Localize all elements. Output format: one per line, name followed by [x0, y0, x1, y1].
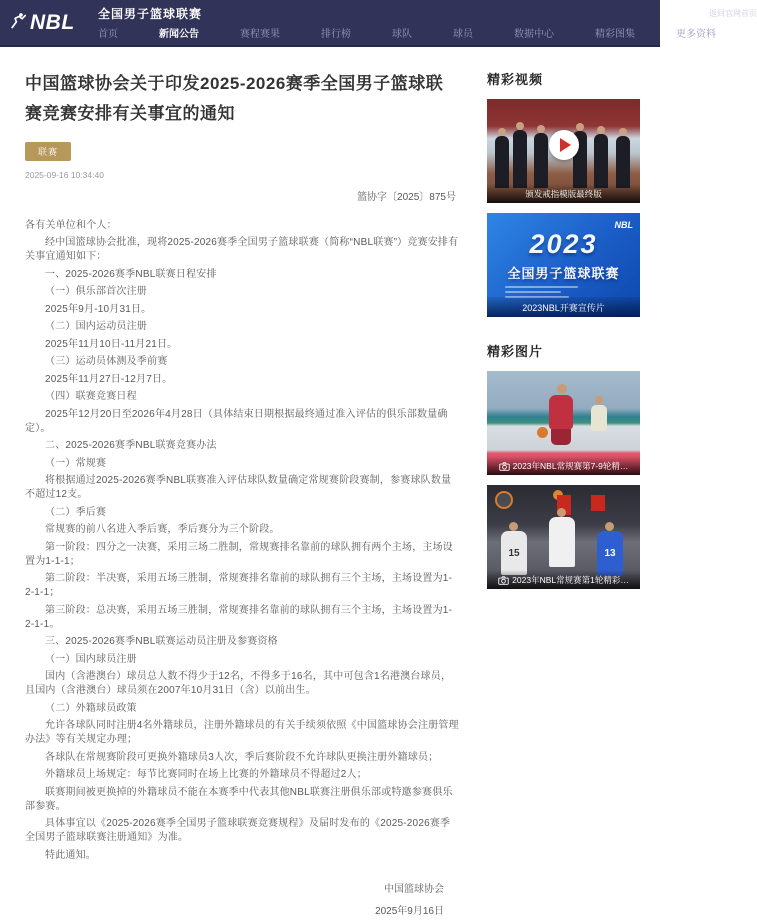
jersey-15: 15 — [501, 531, 527, 575]
nav-item[interactable]: 排行榜 — [321, 29, 351, 40]
nav-item[interactable]: 球员 — [453, 29, 473, 40]
body-paragraph: （一）常规赛 — [45, 457, 107, 469]
nav-item[interactable]: 数据中心 — [514, 29, 554, 40]
body-paragraph: （四）联赛竞赛日程 — [45, 391, 137, 402]
back-to-official-site-link[interactable]: 返回官网首页 — [709, 9, 757, 18]
body-paragraph: （二）国内运动员注册 — [45, 321, 147, 332]
body-paragraph: 2025年9月-10月31日。 — [45, 303, 152, 315]
nav-item[interactable]: 新闻公告 — [159, 29, 199, 40]
document-number: 篮协字〔2025〕875号 — [357, 191, 456, 203]
nav-item[interactable]: 更多资料 — [676, 29, 716, 40]
body-paragraph: 2025年11月27日-12月7日。 — [45, 373, 173, 385]
sidebar — [487, 69, 640, 923]
signature-block — [25, 879, 460, 923]
image-thumbnail-regular-season-round1[interactable] — [487, 485, 640, 589]
body-paragraph: 常规赛的前八名进入季后赛，季后赛分为三个阶段。 — [45, 524, 280, 535]
body-paragraph: 2025年12月20日至2026年4月28日（具体结束日期根据最终通过准入评估的俱乐部数量确定）。 — [25, 408, 448, 434]
nav-item[interactable]: 精彩图集 — [595, 29, 635, 40]
article-title: 中国篮球协会关于印发2025-2026赛季全国男子篮球联赛竞赛安排有关事宜的通知 — [25, 74, 444, 123]
body-paragraph: 二、2025-2026赛季NBL联赛竞赛办法 — [45, 440, 217, 451]
basketball-hoop — [495, 491, 513, 509]
videos-section-heading: 精彩视频 — [487, 72, 544, 87]
league-title: 全国男子篮球联赛 — [98, 7, 203, 21]
body-paragraph: 经中国篮球协会批准，现将2025-2026赛季全国男子篮球联赛（简称“NBL联赛”）竞赛安排有关事宜通知如下： — [25, 237, 459, 262]
site-header — [0, 0, 757, 47]
body-paragraph: 第三阶段：总决赛，采用五场三胜制，常规赛排名靠前的球队拥有三个主场，主场设置为1-2-1-1。 — [25, 604, 453, 630]
jersey-13: 13 — [597, 531, 623, 575]
body-paragraph: 具体事宜以《2025-2026赛季全国男子篮球联赛竞赛规程》及届时发布的《2025-2026赛季全国男子篮球联赛注册通知》为准。 — [25, 818, 451, 843]
body-paragraph: （二）外籍球员政策 — [45, 702, 137, 714]
body-paragraph: 第二阶段：半决赛，采用五场三胜制，常规赛排名靠前的球队拥有三个主场，主场设置为1-2-1-1； — [25, 573, 453, 598]
signature-org: 中国篮球协会 — [384, 883, 444, 895]
body-paragraph: 将根据通过2025-2026赛季NBL联赛准入评估球队数量确定常规赛阶段赛制，参赛球队数量不超过12支。 — [25, 475, 452, 500]
image-caption: 2023年NBL常规赛第1轮精彩… — [487, 570, 640, 589]
poster-nbl-logo: NBL — [614, 220, 633, 230]
nav-item[interactable]: 首页 — [98, 29, 118, 40]
basketball-player-icon — [10, 12, 27, 34]
article-body — [25, 219, 460, 863]
body-paragraph: （三）运动员体测及季前赛 — [45, 356, 168, 367]
video-thumbnail-2023-promo[interactable] — [487, 213, 640, 317]
signature-date: 2025年9月16日 — [375, 905, 444, 917]
video-caption: 颁发戒指模版最终版 — [487, 184, 640, 203]
body-paragraph: 特此通知。 — [45, 849, 96, 861]
play-icon[interactable] — [549, 130, 579, 160]
body-paragraph: （二）季后赛 — [45, 506, 107, 518]
body-paragraph: 各球队在常规赛阶段可更换外籍球员3人次，季后赛阶段不允许球队更换注册外籍球员； — [45, 751, 439, 763]
body-paragraph: 各有关单位和个人： — [25, 219, 117, 231]
poster-title: 全国男子篮球联赛 — [507, 266, 620, 281]
images-section-heading: 精彩图片 — [487, 344, 544, 359]
poster-year: 2023 — [529, 229, 598, 259]
main-nav — [98, 22, 757, 43]
body-paragraph: （一）俱乐部首次注册 — [45, 286, 147, 297]
body-paragraph: （一）国内球员注册 — [45, 653, 137, 665]
camera-icon — [499, 462, 510, 471]
body-paragraph: 允许各球队同时注册4名外籍球员，注册外籍球员的有关手续须依照《中国篮球协会注册管理办法》等有关规定办理； — [25, 720, 459, 745]
camera-icon — [498, 576, 509, 585]
body-paragraph: 联赛期间被更换掉的外籍球员不能在本赛季中代表其他NBL联赛注册俱乐部或特邀参赛俱乐部参赛。 — [25, 786, 453, 812]
body-paragraph: 一、2025-2026赛季NBL联赛日程安排 — [45, 268, 217, 280]
publish-datetime: 2025-09-16 10:34:40 — [25, 169, 104, 180]
body-paragraph: 2025年11月10日-11月21日。 — [45, 338, 178, 350]
logo-text: NBL — [30, 10, 75, 34]
body-paragraph: 第一阶段：四分之一决赛，采用三场二胜制，常规赛排名靠前的球队拥有两个主场，主场设置为1-1-1； — [25, 541, 453, 567]
image-caption: 2023年NBL常规赛第7-9轮精… — [487, 456, 640, 475]
image-thumbnail-regular-season-7-9[interactable] — [487, 371, 640, 475]
video-thumbnail-ceremony[interactable] — [487, 99, 640, 203]
body-paragraph: 国内（含港澳台）球员总人数不得少于12名，不得多于16名，其中可包含1名港澳台球员，且国内（含港澳台）球员须在2007年10月31日（含）以前出生。 — [25, 671, 452, 696]
category-badge[interactable]: 联赛 — [25, 142, 71, 161]
nbl-logo[interactable] — [10, 0, 86, 45]
article-column — [25, 69, 460, 923]
nav-item[interactable]: 球队 — [392, 29, 412, 40]
video-caption: 2023NBL开赛宣传片 — [487, 297, 640, 317]
nav-item[interactable]: 赛程赛果 — [240, 29, 280, 40]
body-paragraph: 外籍球员上场规定：每节比赛同时在场上比赛的外籍球员不得超过2人； — [45, 769, 367, 780]
body-paragraph: 三、2025-2026赛季NBL联赛运动员注册及参赛资格 — [45, 636, 278, 647]
promo-poster — [487, 213, 640, 317]
